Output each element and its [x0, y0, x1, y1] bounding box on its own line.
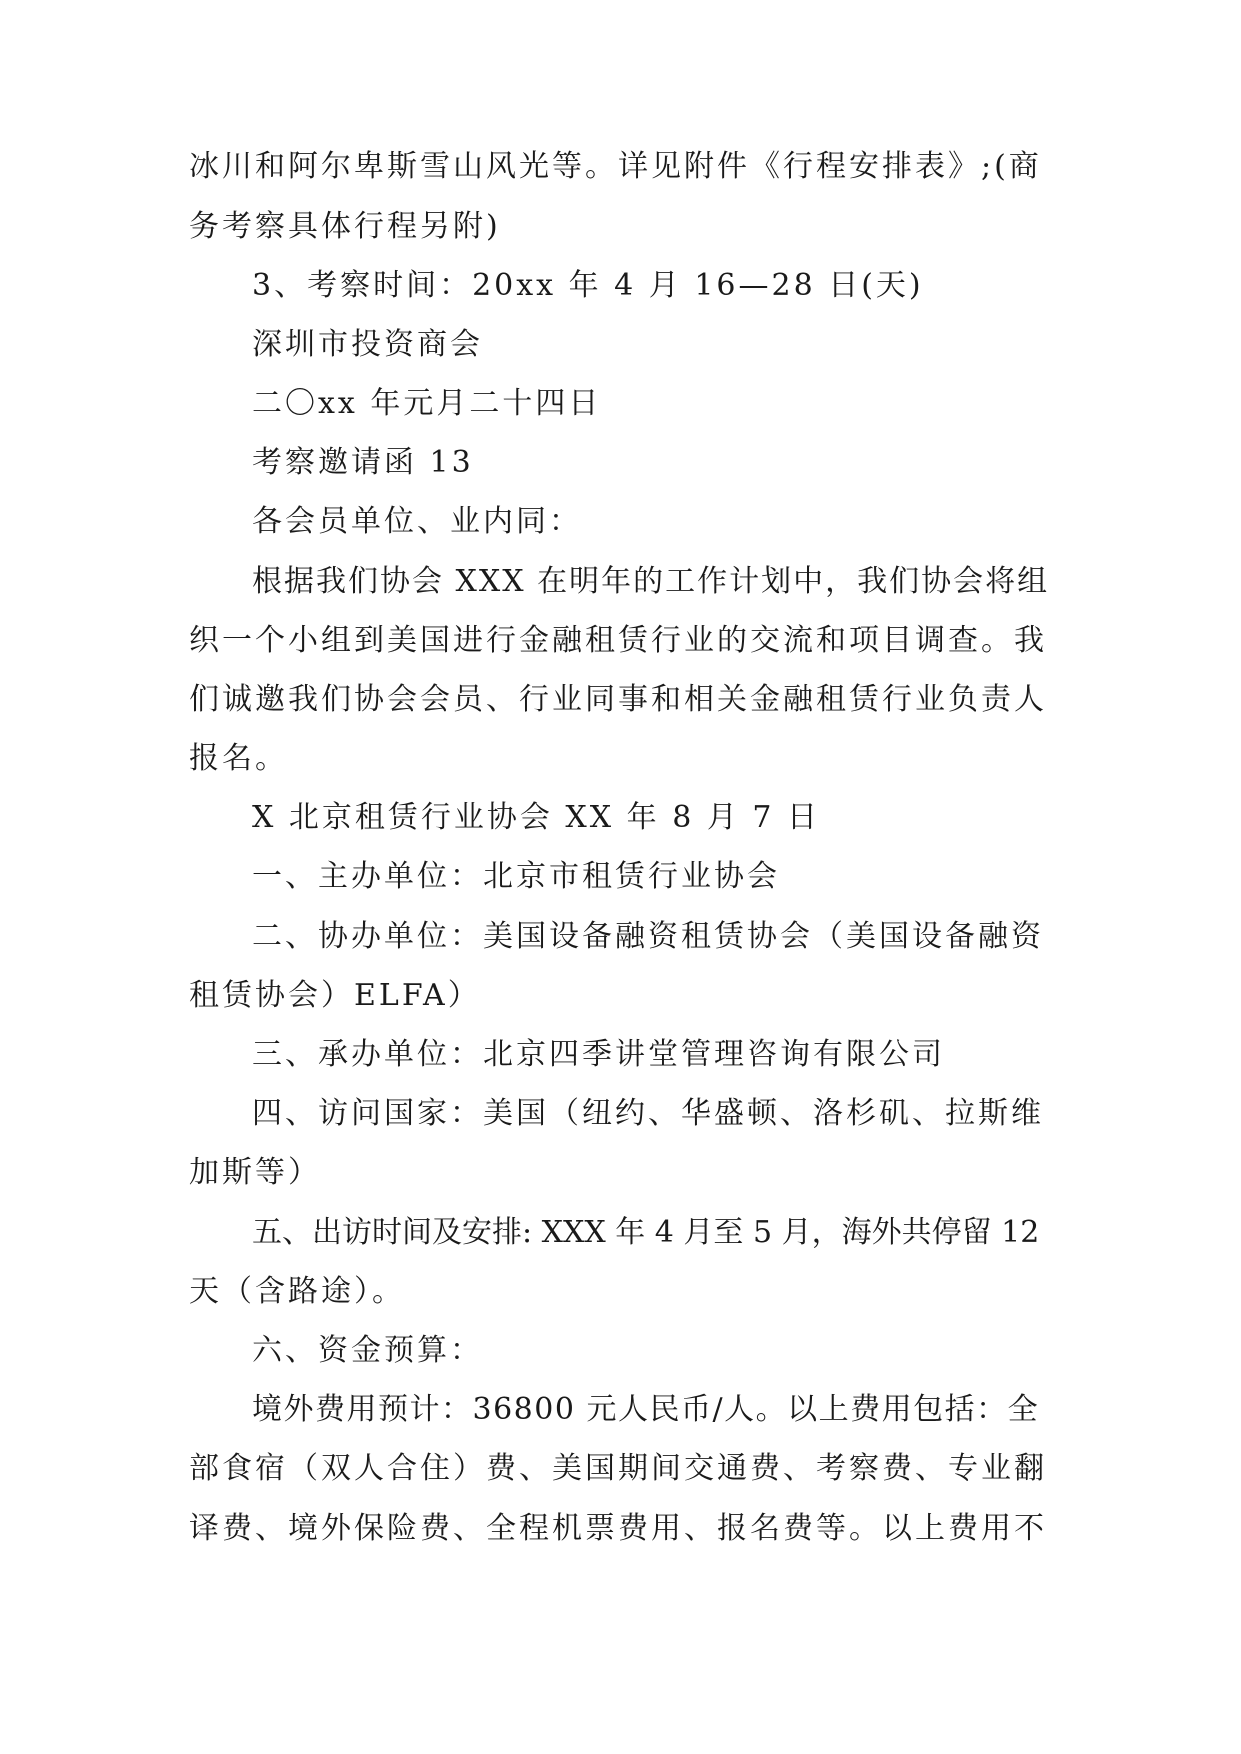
- text-line: 境外费用预计：36800 元人民币/人。以上费用包括：全: [252, 1392, 1040, 1427]
- text-line: 们诚邀我们协会会员、行业同事和相关金融租赁行业负责人: [189, 682, 1047, 717]
- text-line: 五、出访时间及安排: XXX 年 4 月至 5 月，海外共停留 12: [252, 1215, 1040, 1250]
- text-line: 二〇xx 年元月二十四日: [252, 386, 602, 421]
- text-line: X 北京租赁行业协会 XX 年 8 月 7 日: [252, 800, 820, 835]
- text-line: 一、主办单位：北京市租赁行业协会: [252, 859, 780, 894]
- text-line: 加斯等）: [189, 1155, 321, 1190]
- text-line: 3、考察时间：20xx 年 4 月 16—28 日(天): [252, 268, 924, 303]
- text-line: 报名。: [189, 741, 288, 776]
- text-line: 六、资金预算：: [252, 1333, 483, 1368]
- text-line: 四、访问国家：美国（纽约、华盛顿、洛杉矶、拉斯维: [252, 1096, 1044, 1131]
- text-line: 各会员单位、业内同：: [252, 504, 582, 539]
- text-line: 务考察具体行程另附): [189, 209, 501, 244]
- text-line: 冰川和阿尔卑斯雪山风光等。详见附件《行程安排表》;(商: [189, 149, 1042, 184]
- text-line: 三、承办单位：北京四季讲堂管理咨询有限公司: [252, 1037, 945, 1072]
- text-line: 织一个小组到美国进行金融租赁行业的交流和项目调查。我: [189, 623, 1047, 658]
- text-line: 天（含路途）。: [189, 1274, 405, 1309]
- text-line: 根据我们协会 XXX 在明年的工作计划中，我们协会将组: [252, 564, 1050, 599]
- text-line: 考察邀请函 13: [252, 445, 474, 480]
- text-line: 二、协办单位：美国设备融资租赁协会（美国设备融资: [252, 919, 1044, 954]
- text-line: 深圳市投资商会: [252, 327, 483, 362]
- text-line: 译费、境外保险费、全程机票费用、报名费等。以上费用不: [189, 1511, 1047, 1546]
- text-line: 租赁协会）ELFA）: [189, 978, 481, 1013]
- text-line: 部食宿（双人合住）费、美国期间交通费、考察费、专业翻: [189, 1451, 1047, 1486]
